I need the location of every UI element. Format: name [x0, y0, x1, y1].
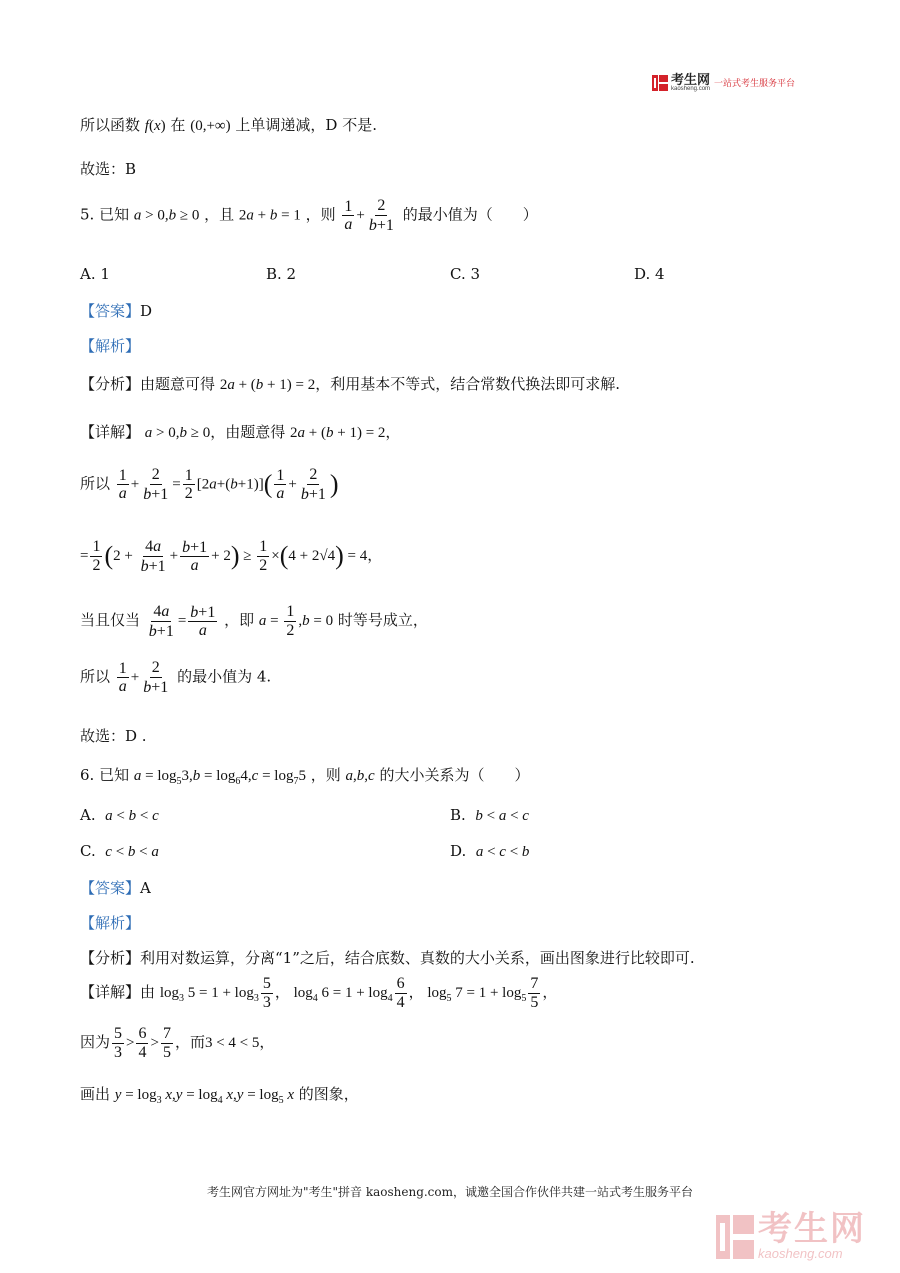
- watermark-logo-icon: [716, 1215, 754, 1259]
- text: 利用对数运算，分离“1”之后，结合底数、真数的大小关系，画出图象进行比较即可.: [140, 949, 695, 967]
- header-logo: [652, 73, 795, 92]
- text: 因为: [80, 1033, 111, 1052]
- q5-option-a: A. 1: [80, 265, 110, 283]
- text: ，而: [174, 1033, 205, 1052]
- prev-choose: 故选：B: [80, 160, 137, 178]
- text: 所以: [80, 474, 111, 493]
- logo-mark-icon: [652, 75, 668, 91]
- q6-option-d: D. a < c < b: [450, 842, 530, 860]
- text: 由题意可得: [140, 375, 216, 393]
- logo-slogan: 一站式考生服务平台: [714, 79, 796, 89]
- text: ，则: [310, 766, 341, 784]
- text: 的大小关系为（ ）: [379, 766, 530, 784]
- q6-fenxi: [80, 947, 695, 968]
- text: ，即: [224, 611, 255, 630]
- q6-analysis-tag: 【解析】: [80, 914, 141, 932]
- fenxi-tag: 【分析】: [80, 375, 141, 393]
- answer-tag: 【答案】: [80, 879, 141, 897]
- text: 上单调递减，D 不是.: [235, 116, 377, 134]
- text: 当且仅当: [80, 611, 141, 630]
- logo-site: kaosheng.com: [671, 86, 711, 92]
- q5-analysis-tag: 【解析】: [80, 337, 141, 355]
- q6-answer: [80, 877, 151, 898]
- answer-value: A: [140, 879, 151, 897]
- q6-stem: 6. 已知 $a = \log_53,b = \log_64,c = \log_75$ ，则 a,b,c 的大小关系为（ ）: [80, 766, 530, 787]
- text: 的最小值为 4.: [177, 667, 272, 686]
- text: ，由题意得: [210, 423, 286, 441]
- q5-equality: 当且仅当 $\frac{4a}{b+1}$ = $\frac{b+1}{a}$ ，即 a = $\frac{1}{2}$ ,b = 0 时等号成立，: [80, 603, 428, 640]
- text: ，则: [305, 205, 336, 224]
- text: 的最小值为（ ）: [402, 205, 538, 224]
- option-label: D.: [450, 842, 467, 860]
- q6-graph-text: 画出 $y = \log_3 x,y = \log_4 x,y = \log_5 x$ 的图象，: [80, 1085, 359, 1106]
- watermark: [716, 1209, 866, 1261]
- xiangjie-tag: 【详解】: [80, 423, 141, 441]
- text: 6. 已知: [80, 766, 130, 784]
- text: 5. 已知: [80, 205, 130, 224]
- q5-step1: 所以 $\frac{1}{a}$ + $\frac{2}{b+1}$ = $\frac{1}{2}$ [2a+(b+1)]( $\frac{1}{a}$ + $\frac{2}{b+1}$ ): [80, 466, 339, 503]
- q6-option-b: B. b < a < c: [450, 806, 529, 824]
- answer-value: D: [140, 302, 153, 320]
- logo-name: 考生网: [671, 72, 711, 87]
- q6-xiangjie: 【详解】由 $\log_3 5 = 1 + \log_3$ $\frac{5}{3}$ ， $\log_4 6 = 1 + \log_4$ $\frac{6}{4}$ ， $\log_5 7 = 1 + \log_5$ $\frac{7}{5}$ ，: [80, 975, 558, 1011]
- footer-text: 考生网官方网址为"考生"拼音 kaosheng.com，诚邀全国合作伙伴共建一站式考生服务平台: [206, 1185, 694, 1199]
- prev-conclusion: 所以函数 f(x) 在 (0,+∞) 上单调递减，D 不是.: [80, 116, 377, 134]
- q5-choose: 故选：D .: [80, 727, 147, 745]
- option-label: B.: [450, 806, 466, 824]
- q5-step2: = $\frac{1}{2}$ (2 + $\frac{4a}{b+1}$ + $\frac{b+1}{a}$ + 2) ≥ $\frac{1}{2}$ ×(4 + 2√4) = 4，: [80, 538, 383, 575]
- q5-xiangjie: 【详解】 a > 0,b ≥ 0，由题意得 2a + (b + 1) = 2，: [80, 423, 401, 441]
- text: ，且: [204, 205, 235, 224]
- q6-compare: 因为 $\frac{5}{3}$ > $\frac{6}{4}$ > $\frac{7}{5}$ ，而3 < 4 < 5，: [80, 1025, 275, 1061]
- q6-option-c: C. c < b < a: [80, 842, 159, 860]
- option-label: C.: [80, 842, 96, 860]
- q5-fenxi: 【分析】由题意可得 2a + (b + 1) = 2，利用基本不等式，结合常数代换法即可求解.: [80, 375, 620, 393]
- q5-option-b: B. 2: [266, 265, 297, 283]
- q5-stem: 5. 已知 a > 0,b ≥ 0 ，且 2a + b = 1 ，则 $\frac{1}{a}$ + $\frac{2}{b+1}$ 的最小值为（ ）: [80, 197, 538, 234]
- q5-option-c: C. 3: [450, 265, 481, 283]
- text: ，利用基本不等式，结合常数代换法即可求解.: [315, 375, 620, 393]
- text: 所以: [80, 667, 111, 686]
- q5-answer: [80, 300, 152, 321]
- text: 所以函数: [80, 116, 141, 134]
- text: 画出: [80, 1085, 111, 1103]
- q5-min: 所以 $\frac{1}{a}$ + $\frac{2}{b+1}$ 的最小值为 4.: [80, 659, 272, 696]
- option-label: A.: [80, 806, 96, 824]
- q6-option-a: A. a < b < c: [80, 806, 159, 824]
- text: 的图象，: [298, 1085, 359, 1103]
- watermark-name: 考生网: [758, 1209, 866, 1249]
- watermark-site: kaosheng.com: [758, 1246, 843, 1261]
- text: 由: [140, 983, 156, 1002]
- logo-text: [671, 73, 710, 92]
- fenxi-tag: 【分析】: [80, 949, 141, 967]
- answer-tag: 【答案】: [80, 302, 141, 320]
- q5-option-d: D. 4: [634, 265, 665, 283]
- text: 在: [170, 116, 186, 134]
- text: 时等号成立，: [337, 611, 428, 630]
- xiangjie-tag: 【详解】: [80, 983, 141, 1002]
